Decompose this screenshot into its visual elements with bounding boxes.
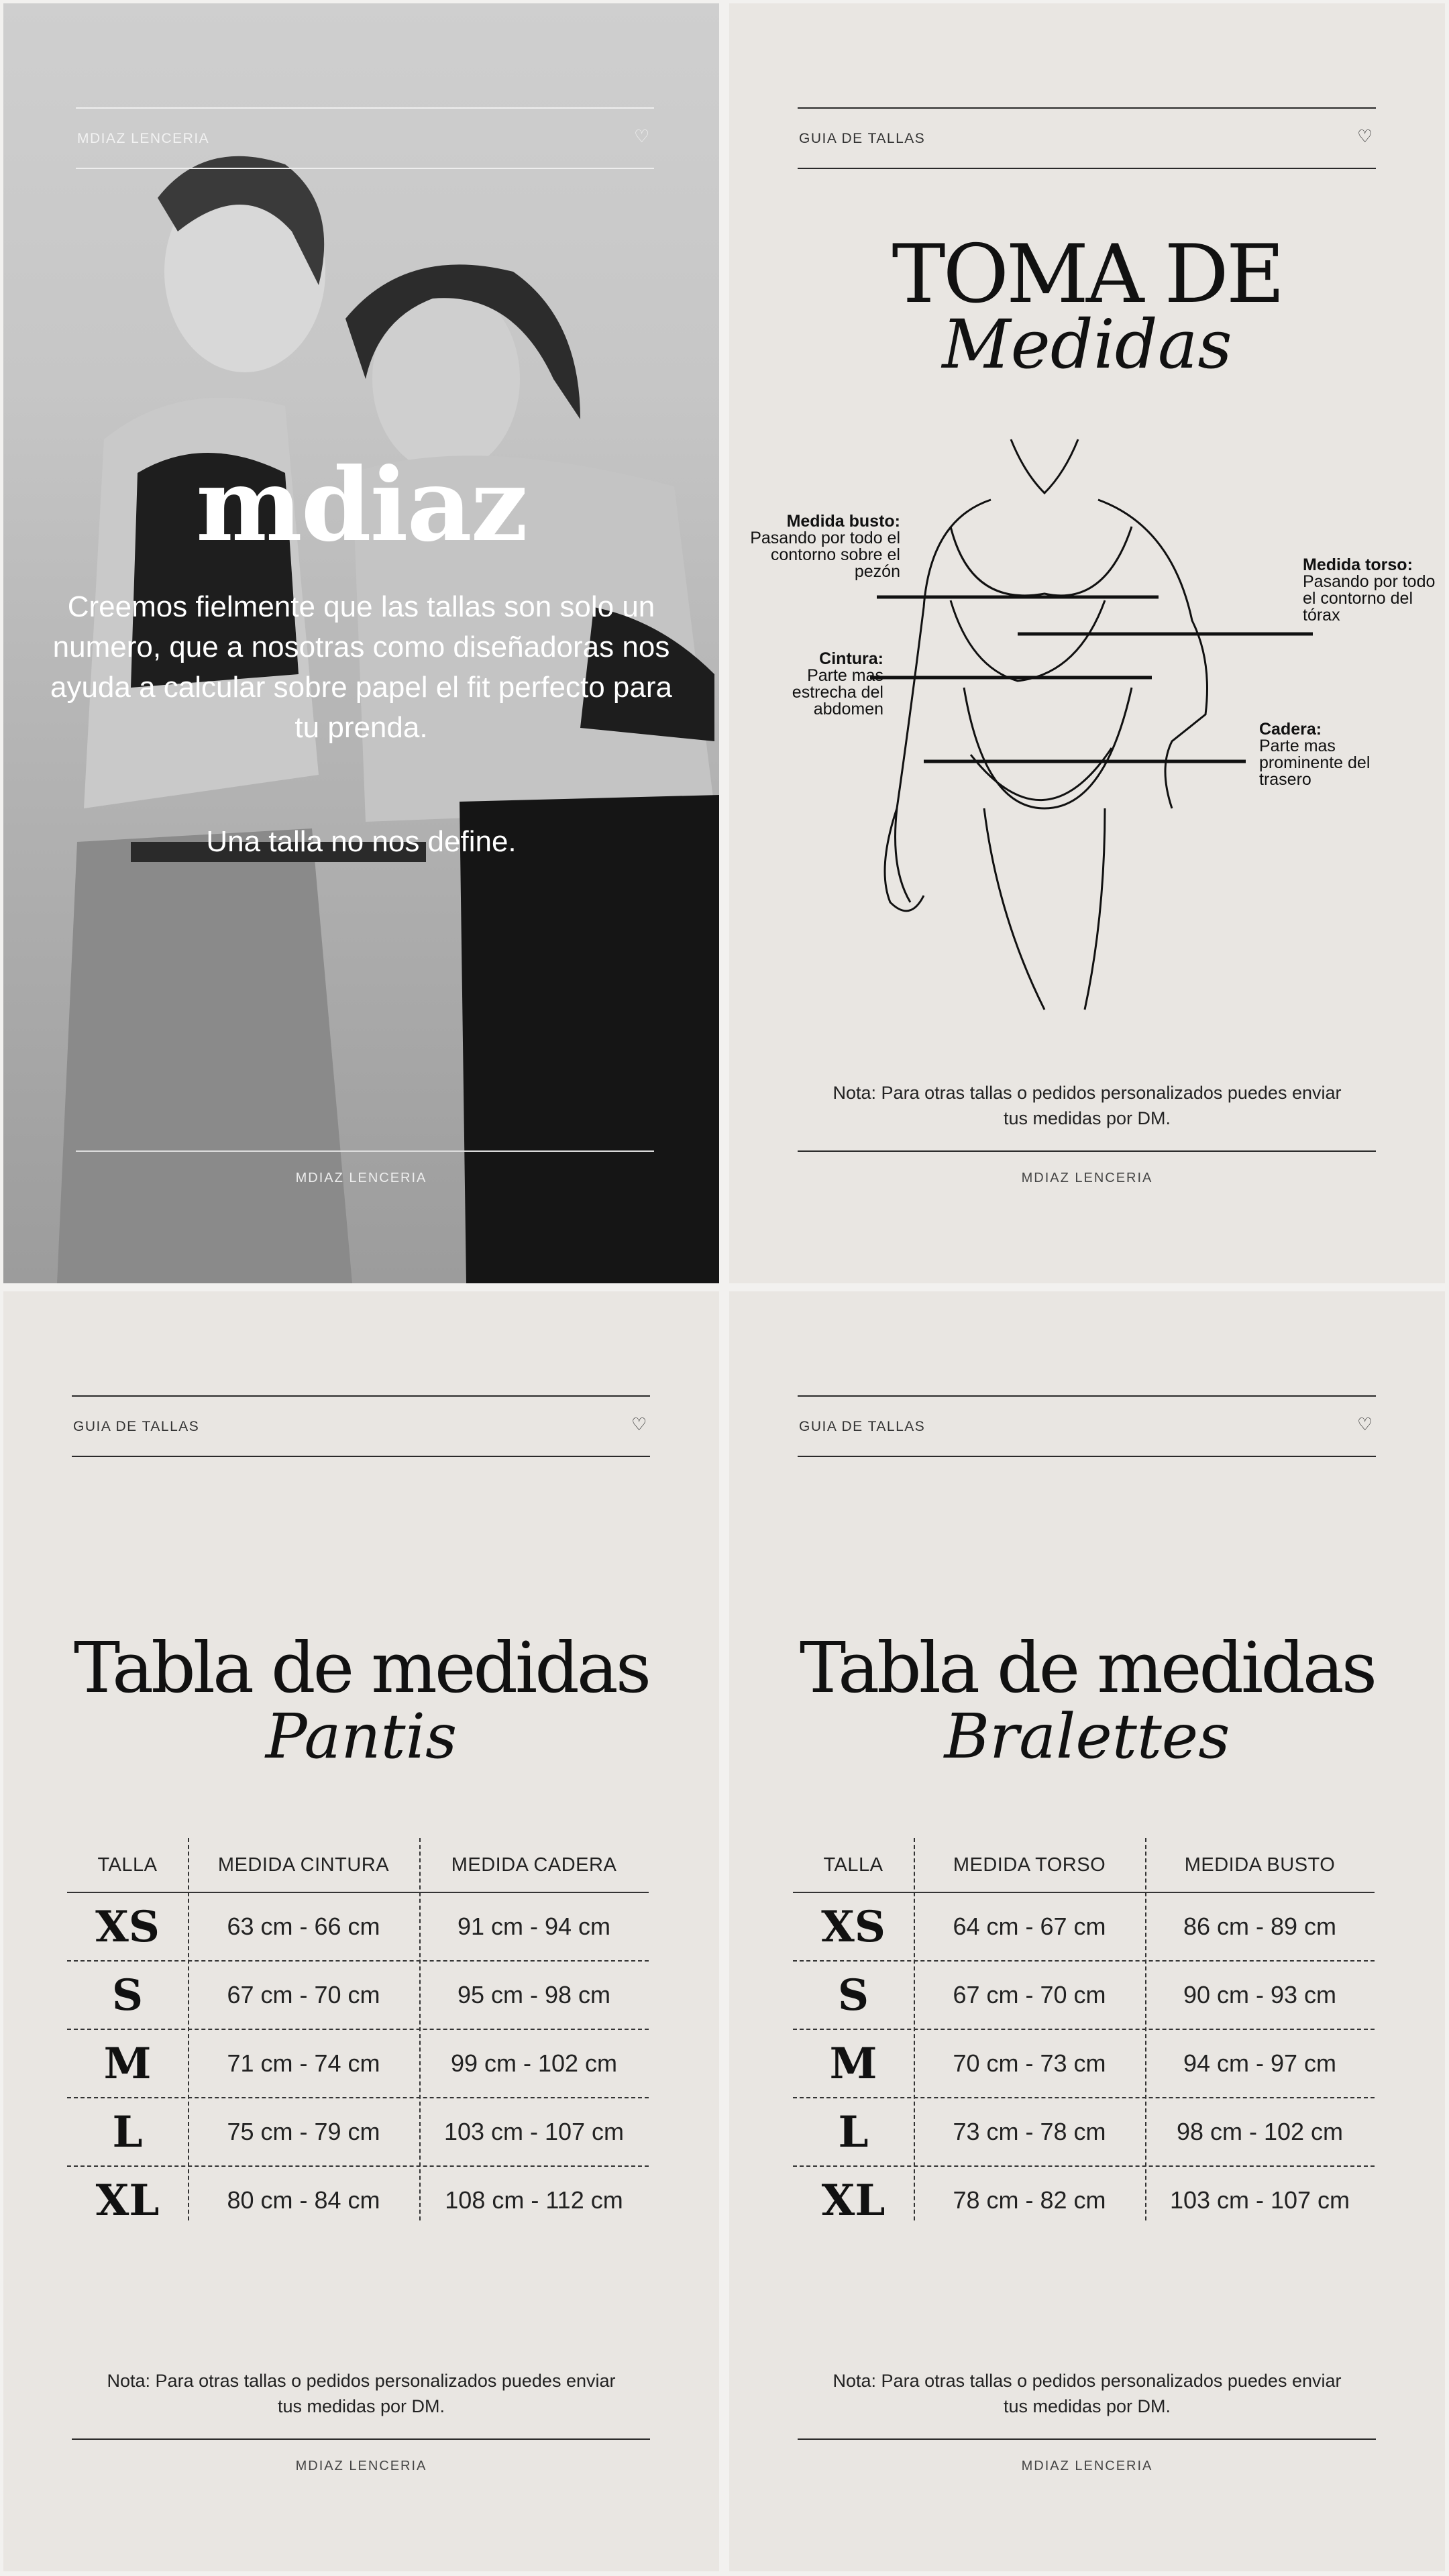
label-torso-desc: Pasando por todo el contorno del tórax (1303, 572, 1436, 625)
footer-rule (72, 2438, 650, 2440)
column-header: MEDIDA CADERA (451, 1854, 617, 1876)
table-row (67, 2098, 649, 2167)
waist-value: 80 cm - 84 cm (227, 2186, 380, 2214)
header-top-rule (76, 107, 654, 109)
header-title: GUIA DE TALLAS (73, 1419, 200, 1434)
label-cadera-title: Cadera: (1259, 720, 1322, 739)
column-divider (1145, 1838, 1146, 2220)
column-header: TALLA (97, 1854, 158, 1876)
table-row (793, 2167, 1375, 2234)
table-row (67, 1962, 649, 2030)
header-bottom-rule (798, 168, 1376, 169)
waist-value: 75 cm - 79 cm (227, 2118, 380, 2145)
column-header: MEDIDA TORSO (953, 1854, 1106, 1876)
torso-value: 64 cm - 67 cm (953, 1913, 1106, 1940)
size-label: L (838, 2106, 869, 2157)
label-cadera (1259, 721, 1410, 788)
size-label: M (829, 2038, 877, 2089)
header-top-rule (72, 1395, 650, 1397)
header-top-rule (798, 107, 1376, 109)
page-title: Tabla de medidas (73, 1627, 649, 1709)
note-text: Nota: Para otras tallas o pedidos personalizados puedes enviar tus medidas por DM. (107, 2371, 616, 2416)
waist-value: 71 cm - 74 cm (227, 2049, 380, 2077)
table-row (793, 1893, 1375, 1962)
table-row (793, 2098, 1375, 2167)
intro-tagline: Una talla no nos define. (206, 825, 517, 858)
torso-value: 67 cm - 70 cm (953, 1981, 1106, 2008)
label-cintura-title: Cintura: (819, 649, 883, 668)
waist-value: 63 cm - 66 cm (227, 1913, 380, 1940)
bust-value: 103 cm - 107 cm (1169, 2186, 1350, 2214)
size-label: M (103, 2038, 152, 2089)
pantis-table (67, 1838, 649, 2226)
size-label: XL (821, 2175, 885, 2226)
column-divider (188, 1838, 189, 2220)
note-text: Nota: Para otras tallas o pedidos personalizados puedes enviar tus medidas por DM. (833, 2371, 1342, 2416)
heart-icon[interactable]: ♡ (1357, 127, 1373, 147)
table-row (67, 2167, 649, 2234)
bralettes-table (793, 1838, 1375, 2226)
label-torso-title: Medida torso: (1303, 555, 1413, 574)
heart-icon[interactable]: ♡ (631, 1415, 647, 1435)
brand-logo: mdiaz (196, 446, 527, 564)
hip-value: 95 cm - 98 cm (457, 1981, 611, 2008)
measure-guide-panel (729, 3, 1445, 1283)
torso-value: 70 cm - 73 cm (953, 2049, 1106, 2077)
intro-panel (3, 3, 719, 1283)
label-busto (749, 513, 900, 580)
bust-value: 90 cm - 93 cm (1183, 1981, 1337, 2008)
column-header: MEDIDA CINTURA (217, 1854, 390, 1876)
size-label: XL (95, 2175, 160, 2226)
hip-value: 91 cm - 94 cm (457, 1913, 611, 1940)
header-top-rule (798, 1395, 1376, 1397)
table-row (67, 1893, 649, 1962)
footer-brand: MDIAZ LENCERIA (1021, 2459, 1153, 2473)
intro-quote: Creemos fielmente que las tallas son solo un numero, que a nosotras como diseñadoras nos ayuda a calcular sobre papel el fit perfecto para tu prenda. (50, 590, 672, 744)
size-label: XS (821, 1901, 885, 1952)
label-cintura-desc: Parte mas estrecha del abdomen (792, 666, 883, 718)
footer-brand: MDIAZ LENCERIA (295, 1171, 427, 1185)
label-torso (1303, 557, 1437, 624)
label-cadera-desc: Parte mas prominente del trasero (1259, 737, 1371, 789)
bust-value: 86 cm - 89 cm (1183, 1913, 1337, 1940)
column-divider (914, 1838, 915, 2220)
table-header-row (793, 1838, 1375, 1892)
size-label: S (837, 1970, 869, 2021)
page-script-title: Medidas (942, 305, 1232, 384)
header-brand: MDIAZ LENCERIA (77, 131, 210, 146)
page-script-title: Pantis (265, 1701, 458, 1772)
table-row (793, 2030, 1375, 2098)
hip-value: 99 cm - 102 cm (450, 2049, 618, 2077)
page-title: Tabla de medidas (799, 1627, 1375, 1709)
size-label: S (111, 1970, 144, 2021)
footer-rule (76, 1150, 654, 1152)
label-busto-title: Medida busto: (786, 512, 900, 531)
heart-icon[interactable]: ♡ (634, 127, 650, 147)
page-title: TOMA DE (892, 228, 1283, 321)
pantis-size-panel (3, 1291, 719, 2571)
bralettes-size-panel (729, 1291, 1445, 2571)
heart-icon[interactable]: ♡ (1357, 1415, 1373, 1435)
header-title: GUIA DE TALLAS (799, 131, 926, 146)
header-bottom-rule (72, 1456, 650, 1457)
column-divider (419, 1838, 421, 2220)
header-title: GUIA DE TALLAS (799, 1419, 926, 1434)
table-row (793, 1962, 1375, 2030)
footer-brand: MDIAZ LENCERIA (1021, 1171, 1153, 1185)
label-busto-desc: Pasando por todo el contorno sobre el pezón (750, 529, 900, 581)
waist-value: 67 cm - 70 cm (227, 1981, 380, 2008)
column-header: TALLA (823, 1854, 883, 1876)
note-text: Nota: Para otras tallas o pedidos personalizados puedes enviar tus medidas por DM. (833, 1083, 1342, 1128)
table-header-row (67, 1838, 649, 1892)
bust-value: 98 cm - 102 cm (1176, 2118, 1344, 2145)
hip-value: 103 cm - 107 cm (443, 2118, 625, 2145)
bust-value: 94 cm - 97 cm (1183, 2049, 1337, 2077)
column-header: MEDIDA BUSTO (1184, 1854, 1336, 1876)
size-label: XS (95, 1901, 160, 1952)
torso-value: 73 cm - 78 cm (953, 2118, 1106, 2145)
header-bottom-rule (798, 1456, 1376, 1457)
page-script-title: Bralettes (944, 1701, 1230, 1772)
torso-value: 78 cm - 82 cm (953, 2186, 1106, 2214)
footer-rule (798, 2438, 1376, 2440)
footer-brand: MDIAZ LENCERIA (295, 2459, 427, 2473)
size-label: L (112, 2106, 143, 2157)
hip-value: 108 cm - 112 cm (445, 2186, 623, 2214)
table-row (67, 2030, 649, 2098)
footer-rule (798, 1150, 1376, 1152)
label-cintura (749, 651, 883, 718)
header-bottom-rule (76, 168, 654, 169)
